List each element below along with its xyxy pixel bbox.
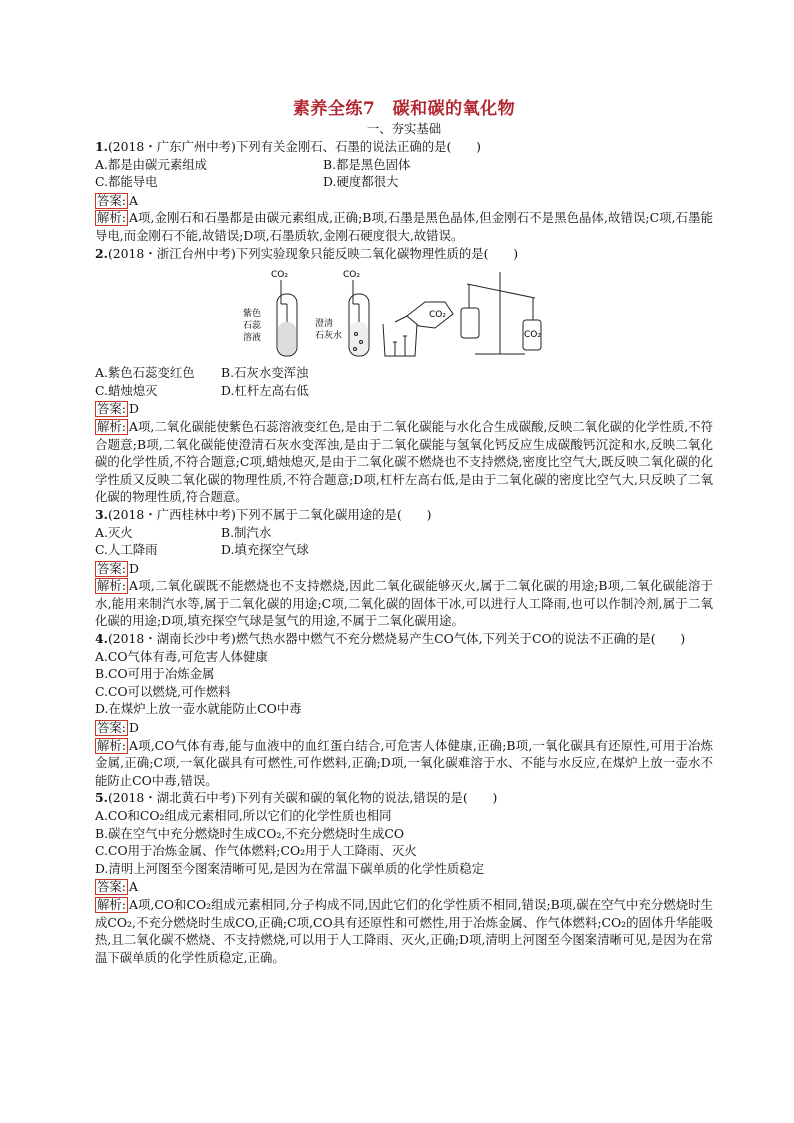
option-a: A.CO气体有毒,可危害人体健康 — [95, 648, 268, 664]
explanation-label: 解析: — [97, 737, 126, 753]
option-d: D.填充探空气球 — [221, 542, 309, 558]
explanation-text: A项,CO和CO₂组成元素相同,分子构成不同,因此它们的化学性质不相同,错误;B项,碳在空气中充分燃烧时生成CO₂,不充分燃烧时生成CO,正确;C项,CO具有还原性和可燃性,用于冶炼金属、作气体燃料;CO₂的固体升华能吸热,且二氧化碳不燃烧、不支持燃烧,可以用于人工降雨、灭火,正确;D项,清明上河图至今图案清晰可见,是因为在常温下碳单质的化学性质稳定,正确。 — [95, 896, 713, 965]
explanation-text: A项,二氧化碳能使紫色石蕊溶液变红色,是由于二氧化碳能与水化合生成碳酸,反映二氧化碳的化学性质,不符合题意;B项,二氧化碳能使澄清石灰水变浑浊,是由于二氧化碳能与氢氧化钙反应生成碳酸钙沉淀和水,反映二氧化碳的化学性质,不符合题意;C项,蜡烛熄灭,是由于二氧化碳不燃烧也不支持燃烧,密度比空气大,既反映二氧化碳的化学性质又反映二氧化碳的物理性质,不符合题意;D项,杠杆左高右低,是由于二氧化碳的密度比空气大,只反映了二氧化碳的物理性质,符合题意。 — [95, 418, 713, 505]
option-a: A.CO和CO₂组成元素相同,所以它们的化学性质也相同 — [95, 808, 392, 823]
option-d: D.杠杆左高右低 — [221, 382, 309, 398]
explanation — [95, 896, 713, 966]
explanation — [95, 209, 713, 244]
experiment-figure — [95, 264, 713, 360]
question-stem: (2018・湖北黄石中考)下列有关碳和碳的氧化物的说法,错误的是( ) — [107, 790, 498, 806]
co2-label-d: CO₂ — [524, 330, 541, 341]
option-c: C.人工降雨 — [95, 542, 158, 558]
explanation — [95, 577, 713, 630]
explanation — [95, 737, 713, 790]
question-3 — [95, 506, 713, 630]
answer-label: 答案: — [97, 192, 126, 208]
litmus-label-2: 石蕊 — [243, 321, 262, 332]
answer-value: A — [128, 879, 138, 895]
question-5 — [95, 789, 713, 966]
answer-value: A — [128, 192, 138, 208]
answer-value: D — [128, 720, 139, 736]
option-d: D.清明上河图至今图案清晰可见,是因为在常温下碳单质的化学性质稳定 — [95, 860, 485, 876]
option-c: C.蜡烛熄灭 — [95, 382, 158, 398]
option-a: A.灭火 — [95, 524, 133, 540]
option-b: B.都是黑色固体 — [323, 156, 411, 172]
option-b: B.制汽水 — [221, 524, 272, 540]
page-title: 素养全练7 碳和碳的氧化物 — [292, 99, 516, 119]
section-heading: 一、夯实基础 — [366, 121, 442, 136]
question-number: 5. — [95, 790, 108, 806]
question-number: 2. — [95, 245, 108, 261]
question-1 — [95, 138, 713, 245]
option-b: B.石灰水变浑浊 — [221, 365, 309, 381]
question-number: 4. — [95, 631, 108, 647]
question-2 — [95, 245, 713, 506]
option-d: D.硬度都很大 — [323, 174, 399, 190]
explanation-label: 解析: — [97, 896, 126, 912]
option-a: A.都是由碳元素组成 — [95, 156, 208, 172]
limewater-label-2: 石灰水 — [315, 331, 343, 342]
answer-line — [95, 560, 713, 578]
co2-label-a: CO₂ — [271, 270, 288, 281]
answer-value: D — [128, 560, 139, 576]
answer-line — [95, 400, 713, 418]
question-4 — [95, 630, 713, 789]
option-b: B.CO可用于冶炼金属 — [95, 666, 215, 682]
question-stem: (2018・湖南长沙中考)燃气热水器中燃气不充分燃烧易产生CO气体,下列关于CO的说法不正确的是( ) — [107, 631, 686, 647]
question-stem: (2018・广西桂林中考)下列不属于二氧化碳用途的是( ) — [107, 506, 432, 522]
question-stem: (2018・广东广州中考)下列有关金刚石、石墨的说法正确的是( ) — [107, 139, 481, 154]
answer-label: 答案: — [97, 879, 126, 895]
answer-label: 答案: — [97, 560, 126, 576]
experiment-illustration — [235, 264, 555, 360]
option-b: B.碳在空气中充分燃烧时生成CO₂,不充分燃烧时生成CO — [95, 825, 405, 841]
option-c: C.CO可以燃烧,可作燃料 — [95, 683, 231, 699]
litmus-label-3: 溶液 — [243, 333, 262, 344]
explanation-label: 解析: — [97, 578, 126, 594]
answer-value: D — [128, 401, 139, 417]
question-number: 1. — [95, 139, 108, 154]
litmus-label-1: 紫色 — [243, 309, 262, 320]
explanation-text: A项,CO气体有毒,能与血液中的血红蛋白结合,可危害人体健康,正确;B项,一氧化碳具有还原性,可用于冶炼金属,正确;C项,一氧化碳具有可燃性,可作燃料,正确;D项,一氧化碳难溶于水、不能与水反应,在煤炉上放一壶水不能防止CO中毒,错误。 — [95, 737, 713, 788]
option-c: C.都能导电 — [95, 174, 158, 190]
option-a: A.紫色石蕊变红色 — [95, 365, 195, 381]
option-c: C.CO用于冶炼金属、作气体燃料;CO₂用于人工降雨、灭火 — [95, 843, 417, 859]
answer-line — [95, 192, 713, 210]
explanation-text: A项,二氧化碳既不能燃烧也不支持燃烧,因此二氧化碳能够灭火,属于二氧化碳的用途;B项,二氧化碳能溶于水,能用来制汽水等,属于二氧化碳的用途;C项,二氧化碳的固体干冰,可以进行人工降雨,也可以作制冷剂,属于二氧化碳的用途;D项,填充探空气球是氢气的用途,不属于二氧化碳用途。 — [95, 578, 713, 629]
worksheet-page — [95, 98, 713, 966]
explanation-label: 解析: — [97, 418, 126, 434]
co2-label-b: CO₂ — [343, 270, 360, 281]
explanation-label: 解析: — [97, 210, 126, 226]
explanation — [95, 418, 713, 506]
option-d: D.在煤炉上放一壶水就能防止CO中毒 — [95, 701, 302, 717]
question-number: 3. — [95, 506, 108, 522]
answer-line — [95, 878, 713, 896]
explanation-text: A项,金刚石和石墨都是由碳元素组成,正确;B项,石墨是黑色晶体,但金刚石不是黑色晶体,故错误;C项,石墨能导电,而金刚石不能,故错误;D项,石墨质软,金刚石硬度很大,故错误。 — [95, 210, 713, 243]
answer-label: 答案: — [97, 401, 126, 417]
limewater-label-1: 澄清 — [315, 319, 334, 330]
co2-label-c: CO₂ — [429, 310, 446, 321]
answer-label: 答案: — [97, 720, 126, 736]
question-stem: (2018・浙江台州中考)下列实验现象只能反映二氧化碳物理性质的是( ) — [107, 245, 519, 261]
answer-line — [95, 719, 713, 737]
